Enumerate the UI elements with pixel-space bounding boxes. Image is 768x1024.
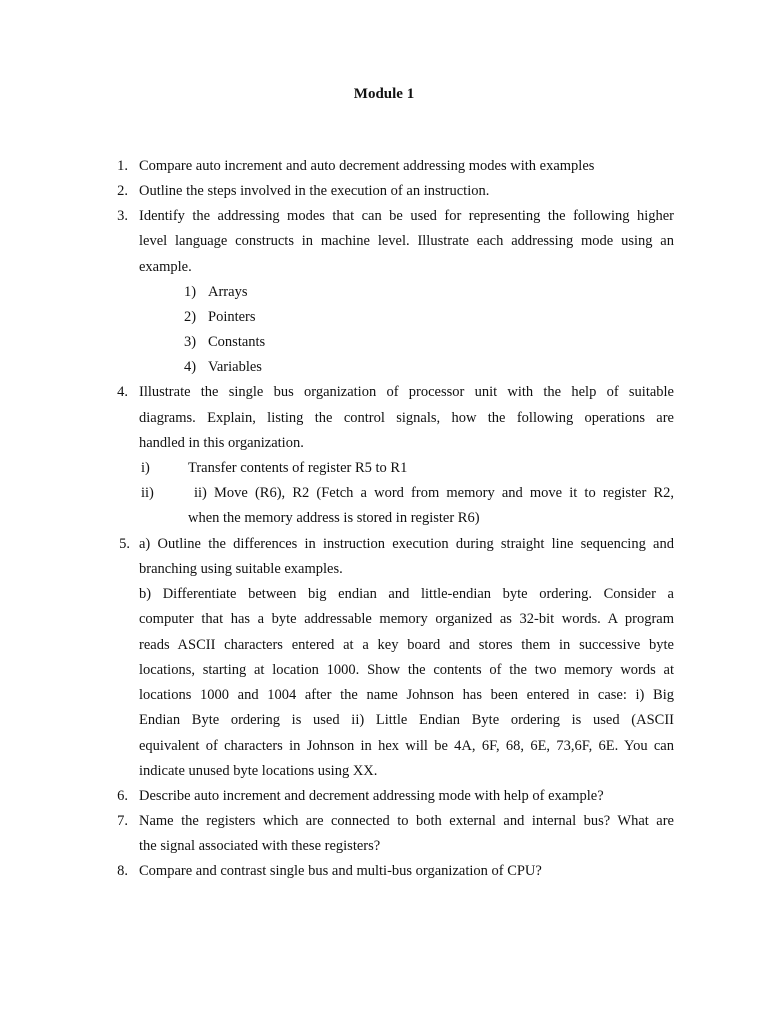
question-number: 6.: [117, 788, 128, 804]
sub-item-number: ii): [141, 485, 154, 501]
question-5b-line: computer that has a byte addressable memory organized as 32-bit words. A program: [139, 611, 674, 627]
question-number: 3.: [117, 208, 128, 224]
list-item: Constants: [208, 334, 266, 350]
question-5b-line: indicate unused byte locations using XX.: [139, 763, 378, 779]
question-6-text: Describe auto increment and decrement addressing mode with help of example?: [139, 788, 604, 804]
question-3-line: level language constructs in machine level. Illustrate each addressing mode using an: [139, 233, 674, 249]
question-1-text: Compare auto increment and auto decrement addressing modes with examples: [139, 158, 595, 174]
question-number: 1.: [117, 158, 128, 174]
question-4-line: diagrams. Explain, listing the control signals, how the following operations are: [139, 410, 674, 426]
question-5b-line: reads ASCII characters entered at a key board and stores them in successive byte: [139, 637, 674, 653]
sub-item-text: Transfer contents of register R5 to R1: [188, 460, 408, 476]
question-4-line: handled in this organization.: [139, 435, 304, 451]
question-number: 5.: [119, 536, 130, 552]
question-5b-line: locations, starting at location 1000. Show the contents of the two memory words at: [139, 662, 674, 678]
list-item-number: 2): [184, 309, 197, 325]
sub-item-text: when the memory address is stored in register R6): [188, 510, 480, 526]
list-item: Pointers: [208, 309, 256, 325]
question-5b-line: b) Differentiate between big endian and little-endian byte ordering. Consider a: [139, 586, 674, 602]
question-number: 8.: [117, 863, 128, 879]
question-2-text: Outline the steps involved in the execution of an instruction.: [139, 183, 490, 199]
question-8-text: Compare and contrast single bus and multi-bus organization of CPU?: [139, 863, 542, 879]
list-item-number: 4): [184, 359, 197, 375]
question-5a-line: a) Outline the differences in instruction execution during straight line sequencing and: [139, 536, 674, 552]
sub-item-number: i): [141, 460, 150, 476]
question-5b-line: locations 1000 and 1004 after the name Johnson has been entered in case: i) Big: [139, 687, 674, 703]
question-5b-line: Endian Byte ordering is used ii) Little Endian Byte ordering is used (ASCII: [139, 712, 674, 728]
list-item: Arrays: [208, 284, 248, 300]
question-4-line: Illustrate the single bus organization of processor unit with the help of suitable: [139, 384, 674, 400]
list-item: Variables: [208, 359, 262, 375]
question-number: 4.: [117, 384, 128, 400]
question-7-line: Name the registers which are connected to both external and internal bus? What are: [139, 813, 674, 829]
question-3-line: example.: [139, 259, 192, 275]
question-5b-line: equivalent of characters in Johnson in hex will be 4A, 6F, 68, 6E, 73,6F, 6E. You can: [139, 738, 674, 754]
question-7-line: the signal associated with these registers?: [139, 838, 381, 854]
question-3-line: Identify the addressing modes that can be used for representing the following higher: [139, 208, 674, 224]
question-5a-line: branching using suitable examples.: [139, 561, 343, 577]
question-number: 7.: [117, 813, 128, 829]
sub-item-text: ii) Move (R6), R2 (Fetch a word from memory and move it to register R2,: [194, 485, 674, 501]
list-item-number: 1): [184, 284, 197, 300]
question-number: 2.: [117, 183, 128, 199]
page-title: Module 1: [353, 86, 415, 102]
list-item-number: 3): [184, 334, 197, 350]
